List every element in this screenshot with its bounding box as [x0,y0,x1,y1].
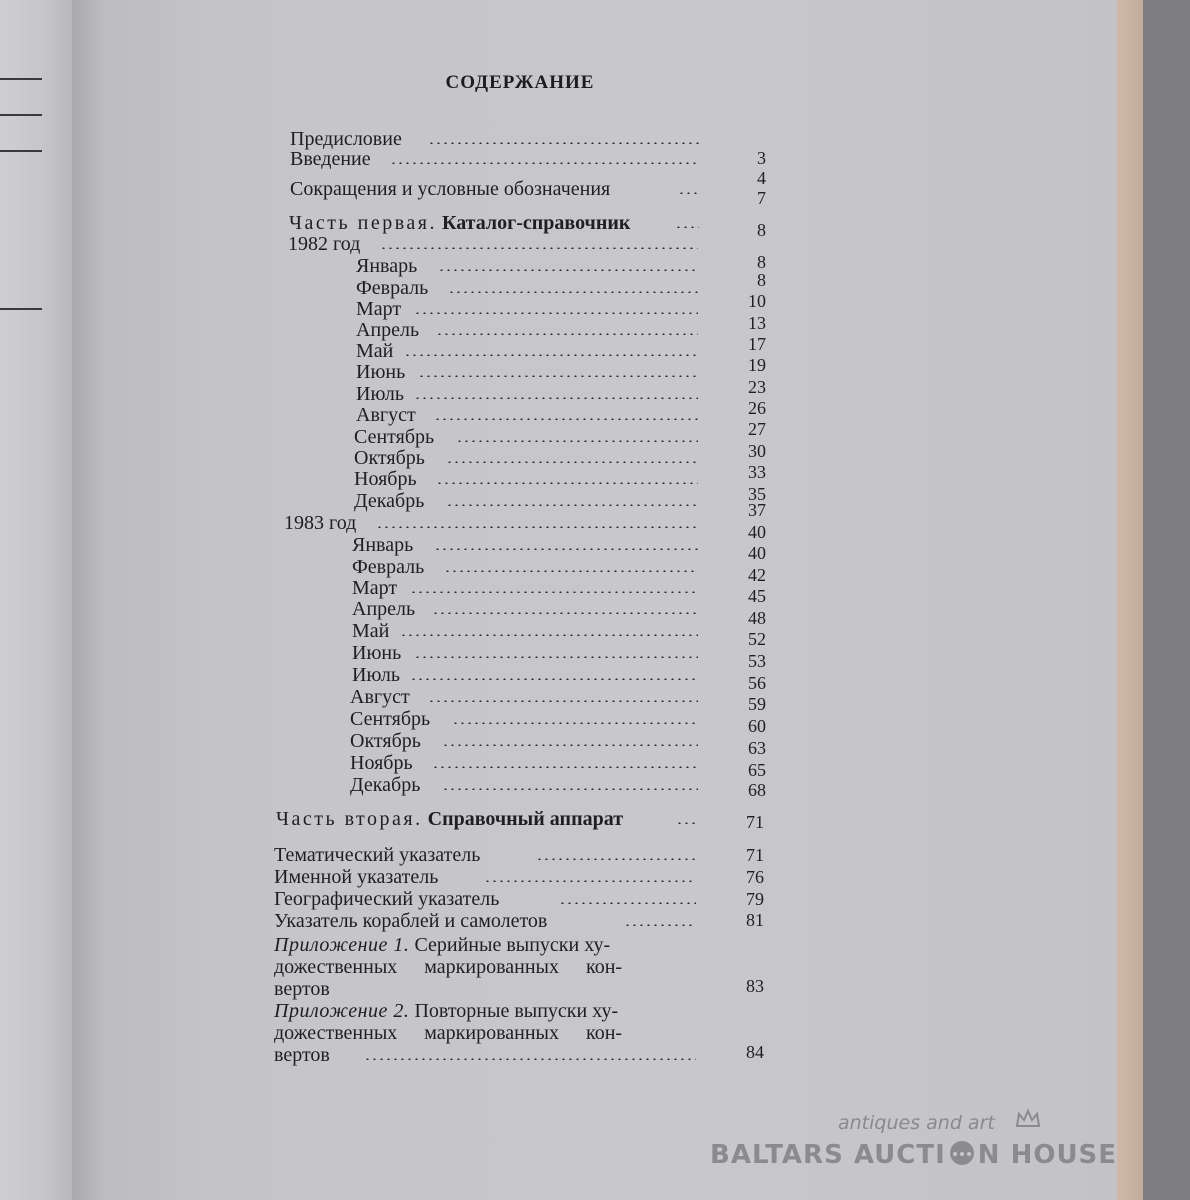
page-edge [1117,0,1143,1200]
dot-leader [436,333,698,335]
toc-entry-appendix-2-line: дожественных маркированных кон- [274,1022,623,1044]
gutter-rule [0,150,42,152]
dot-leader [414,656,698,658]
dot-leader [364,1058,696,1060]
toc-entry-index: Именной указатель [274,866,696,888]
dot-leader [436,482,698,484]
toc-entry-month: Июль [356,383,698,405]
gutter-rule [0,78,42,80]
dot-leader [442,788,698,790]
toc-page-number: 60 [748,716,766,736]
toc-entry-appendix-2: Приложение 2. Повторные выпуски ху- [274,1000,619,1022]
toc-entry-month: Май [352,620,698,642]
toc-page-number: 3 [757,148,766,168]
toc-entry-appendix-1-line: дожественных маркированных кон- [274,956,623,978]
dot-leader [484,880,696,882]
toc-entry-month: Декабрь [354,490,698,512]
toc-page-number: 13 [748,313,766,333]
toc-entry-month: Апрель [352,598,698,620]
toc-entry-index: Тематический указатель [274,844,696,866]
toc-page-number: 19 [748,355,766,375]
toc-page-number: 42 [748,565,766,585]
toc-entry-month: Октябрь [350,730,698,752]
toc-page-number: 52 [748,629,766,649]
dot-leader [410,678,698,680]
toc-page-number: 63 [748,738,766,758]
toc-entry-appendix-2-line: вертов [274,1044,696,1066]
toc-entry-month: Март [356,298,698,320]
toc-entry-month: Сентябрь [354,426,698,448]
dot-leader [428,142,700,144]
dot-leader [432,766,698,768]
toc-entry-part-one: Часть первая. Каталог-справочник [289,212,699,234]
toc-page-number: 37 [748,500,766,520]
toc-entry-month: Январь [352,534,698,556]
toc-page-number: 26 [748,398,766,418]
toc-page-number: 59 [748,694,766,714]
toc-page-number: 40 [748,522,766,542]
dot-leader [414,312,698,314]
toc-page-number: 83 [746,976,764,996]
toc-page-number: 10 [748,291,766,311]
toc-page-number: 71 [746,812,764,832]
toc-entry-month: Июнь [352,642,698,664]
dot-leader [559,902,696,904]
dot-leader [400,634,698,636]
dot-leader [446,504,698,506]
toc-entry-month: Февраль [356,277,698,299]
toc-entry-month: Апрель [356,319,698,341]
dot-leader [380,247,698,249]
toc-entry-appendix-1-line: вертов [274,978,330,1000]
toc-page-number: 35 [748,484,766,504]
dot-leader [678,192,700,194]
auction-gavel-o-icon [947,1140,977,1166]
toc-page-number: 7 [757,188,766,208]
toc-page-number: 45 [748,586,766,606]
dot-leader [376,526,698,528]
toc-entry-month: Ноябрь [354,468,698,490]
toc-page-number: 30 [748,441,766,461]
toc-page-number: 4 [757,168,766,188]
dot-leader [536,858,696,860]
toc-page-number: 68 [748,780,766,800]
dot-leader [442,744,698,746]
toc-entry-abbreviations: Сокращения и условные обозначения [290,178,700,200]
dot-leader [390,162,700,164]
dot-leader [676,822,696,824]
dot-leader [418,375,698,377]
toc-page-number: 53 [748,651,766,671]
toc-entry-month: Июль [352,664,698,686]
toc-page-number: 8 [757,220,766,240]
dot-leader [675,226,699,228]
toc-entry-part-two: Часть вторая. Справочный аппарат [276,808,696,830]
dot-leader [432,612,698,614]
dot-leader [446,461,698,463]
toc-page-number: 40 [748,543,766,563]
toc-page-number: 65 [748,760,766,780]
toc-page-number: 17 [748,334,766,354]
toc-page-number: 8 [757,252,766,272]
toc-page-number: 79 [746,889,764,909]
dot-leader [404,354,698,356]
toc-entry-month: Март [352,577,698,599]
table-background [1143,0,1190,1200]
toc-entry-preface: Предисловие [290,128,700,150]
dot-leader [448,291,698,293]
book-gutter [0,0,72,1200]
toc-entry-month: Октябрь [354,447,698,469]
toc-page-number: 76 [746,867,764,887]
toc-page-number: 84 [746,1042,764,1062]
toc-page-number: 8 [757,270,766,290]
toc-entry-year-1983: 1983 год [284,512,698,534]
dot-leader [456,440,698,442]
toc-entry-month: Май [356,340,698,362]
dot-leader [414,397,698,399]
crown-icon [1015,1108,1041,1130]
toc-entry-month: Январь [356,255,698,277]
toc-entry-index: Географический указатель [274,888,696,910]
toc-page-number: 23 [748,377,766,397]
toc-page-number: 81 [746,910,764,930]
dot-leader [444,570,698,572]
dot-leader [434,548,698,550]
toc-title: СОДЕРЖАНИЕ [445,72,595,93]
toc-page-number: 56 [748,673,766,693]
toc-entry-month: Ноябрь [350,752,698,774]
dot-leader [434,418,698,420]
toc-entry-year-1982: 1982 год [288,233,698,255]
auction-house-watermark: antiques and art BALTARS AUCTI N HOUSE [710,1112,1110,1192]
gutter-rule [0,308,42,310]
toc-entry-month: Август [356,404,698,426]
dot-leader [624,924,696,926]
toc-entry-index: Указатель кораблей и самолетов [274,910,696,932]
dot-leader [428,700,698,702]
dot-leader [452,722,698,724]
toc-entry-month: Сентябрь [350,708,698,730]
toc-entry-month: Декабрь [350,774,698,796]
toc-entry-intro: Введение [290,148,700,170]
toc-page-number: 48 [748,608,766,628]
dot-leader [438,269,698,271]
toc-entry-month: Июнь [356,361,698,383]
toc-page-number: 27 [748,419,766,439]
toc-entry-month: Февраль [352,556,698,578]
dot-leader [410,591,698,593]
toc-page-number: 71 [746,845,764,865]
gutter-rule [0,114,42,116]
toc-entry-month: Август [350,686,698,708]
toc-entry-appendix-1: Приложение 1. Серийные выпуски ху- [274,934,611,956]
toc-page-number: 33 [748,462,766,482]
